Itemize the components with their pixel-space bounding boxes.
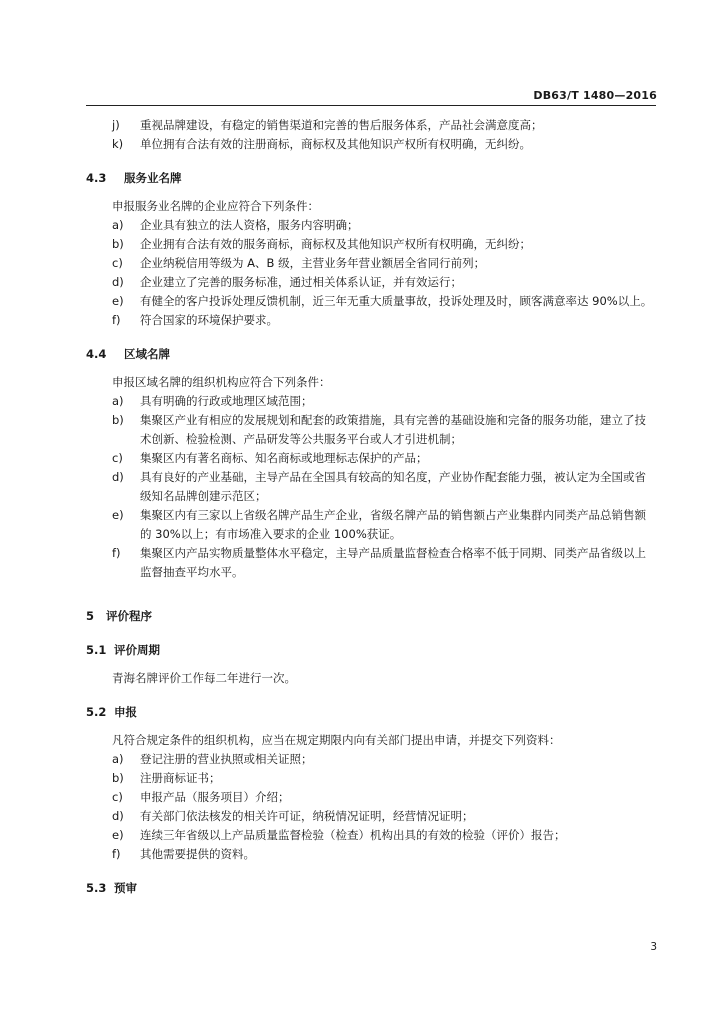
list-marker: d) — [112, 275, 124, 289]
list-marker: f) — [112, 546, 121, 560]
list-item-text: 其他需要提供的资料。 — [140, 847, 255, 861]
section-heading-5-1 — [86, 640, 656, 660]
list-item-text: 申报产品（服务项目）介绍； — [140, 790, 290, 804]
list-marker: d) — [112, 809, 124, 823]
section-number: 5.3 — [86, 881, 107, 895]
list-marker: e) — [112, 508, 124, 522]
list-marker: f) — [112, 313, 121, 327]
section-number: 5.1 — [86, 643, 107, 657]
list-item-text: 集聚区内产品实物质量整体水平稳定，主导产品质量监督检查合格率不低于同期、同类产品省级以上监督抽查平均水平。 — [140, 546, 646, 579]
section-title: 区域名牌 — [124, 347, 170, 361]
header-rule — [86, 105, 656, 106]
list-marker: f) — [112, 847, 121, 861]
section-intro: 凡符合规定条件的组织机构，应当在规定期限内向有关部门提出申请，并提交下列资料： — [112, 733, 561, 747]
list-marker: e) — [112, 828, 124, 842]
section-heading-4-3 — [86, 168, 656, 188]
list-item-text: 具有良好的产业基础，主导产品在全国具有较高的知名度，产业协作配套能力强，被认定为全国或省级知名品牌创建示范区； — [140, 470, 646, 503]
criteria-list-4-3 — [86, 216, 656, 330]
list-item-text: 企业具有独立的法人资格，服务内容明确； — [140, 218, 359, 232]
list-marker: k) — [112, 137, 124, 151]
list-item — [86, 807, 656, 826]
list-item — [86, 769, 656, 788]
section-number: 4.4 — [86, 347, 107, 361]
page-number: 3 — [650, 941, 657, 953]
section-number: 5.2 — [86, 705, 107, 719]
list-item — [86, 411, 656, 449]
list-marker: b) — [112, 237, 124, 251]
list-item-text: 有健全的客户投诉处理反馈机制，近三年无重大质量事故，投诉处理及时，顾客满意率达 90%以上。 — [140, 294, 653, 308]
list-marker: c) — [112, 256, 123, 270]
list-item — [86, 826, 656, 845]
list-item — [86, 506, 656, 544]
list-item — [86, 449, 656, 468]
section-title: 服务业名牌 — [124, 171, 182, 185]
list-marker: b) — [112, 413, 124, 427]
list-item — [86, 750, 656, 769]
list-item — [86, 135, 656, 154]
list-item-text: 有关部门依法核发的相关许可证，纳税情况证明，经营情况证明； — [140, 809, 474, 823]
list-marker: d) — [112, 470, 124, 484]
list-item — [86, 116, 656, 135]
list-item — [86, 273, 656, 292]
section-title: 评价周期 — [114, 643, 160, 657]
list-marker: a) — [112, 752, 124, 766]
section-title: 预审 — [114, 881, 137, 895]
section-intro: 申报区域名牌的组织机构应符合下列条件： — [112, 375, 331, 389]
section-title: 评价程序 — [106, 609, 152, 623]
section-heading-5 — [86, 606, 656, 626]
list-item — [86, 235, 656, 254]
list-item — [86, 216, 656, 235]
list-marker: b) — [112, 771, 124, 785]
list-item — [86, 292, 656, 311]
list-item-text: 企业纳税信用等级为 A、B 级，主营业务年营业额居全省同行前列； — [140, 256, 486, 270]
list-item-text: 企业拥有合法有效的服务商标，商标权及其他知识产权所有权明确，无纠纷； — [140, 237, 531, 251]
list-item — [86, 845, 656, 864]
list-marker: e) — [112, 294, 124, 308]
list-item-text: 企业建立了完善的服务标准，通过相关体系认证，并有效运行； — [140, 275, 462, 289]
list-item — [86, 311, 656, 330]
section-number: 4.3 — [86, 171, 107, 185]
list-item-text: 集聚区产业有相应的发展规划和配套的政策措施，具有完善的基础设施和完备的服务功能，建立了技术创新、检验检测、产品研发等公共服务平台或人才引进机制； — [140, 413, 646, 446]
materials-list-5-2 — [86, 750, 656, 864]
list-item — [86, 254, 656, 273]
list-item — [86, 788, 656, 807]
section-title: 申报 — [114, 705, 137, 719]
section-number: 5 — [86, 609, 95, 623]
list-item — [86, 392, 656, 411]
list-item-text: 集聚区内有著名商标、知名商标或地理标志保护的产品； — [140, 451, 428, 465]
list-item — [86, 468, 656, 506]
list-item-text: 连续三年省级以上产品质量监督检验（检查）机构出具的有效的检验（评价）报告； — [140, 828, 566, 842]
section-intro: 申报服务业名牌的企业应符合下列条件： — [112, 199, 319, 213]
list-item-text: 单位拥有合法有效的注册商标，商标权及其他知识产权所有权明确，无纠纷。 — [140, 137, 531, 151]
list-item — [86, 544, 656, 582]
list-item-text: 符合国家的环境保护要求。 — [140, 313, 278, 327]
section-heading-5-3 — [86, 878, 656, 898]
list-marker: c) — [112, 451, 123, 465]
criteria-list-4-4 — [86, 392, 656, 582]
intro-list — [86, 116, 656, 154]
section-heading-4-4 — [86, 344, 656, 364]
list-item-text: 重视品牌建设，有稳定的销售渠道和完善的售后服务体系，产品社会满意度高； — [140, 118, 543, 132]
section-paragraph: 青海名牌评价工作每二年进行一次。 — [112, 671, 296, 685]
list-item-text: 登记注册的营业执照或相关证照； — [140, 752, 313, 766]
list-marker: a) — [112, 218, 124, 232]
list-marker: a) — [112, 394, 124, 408]
list-item-text: 注册商标证书； — [140, 771, 221, 785]
list-marker: c) — [112, 790, 123, 804]
page-content — [86, 116, 656, 907]
standard-code: DB63/T 1480—2016 — [533, 89, 657, 102]
list-item-text: 集聚区内有三家以上省级名牌产品生产企业，省级名牌产品的销售额占产业集群内同类产品总销售额的 30%以上；有市场准入要求的企业 100%获证。 — [140, 508, 646, 541]
section-heading-5-2 — [86, 702, 656, 722]
list-marker: j) — [112, 118, 120, 132]
list-item-text: 具有明确的行政或地理区域范围； — [140, 394, 313, 408]
